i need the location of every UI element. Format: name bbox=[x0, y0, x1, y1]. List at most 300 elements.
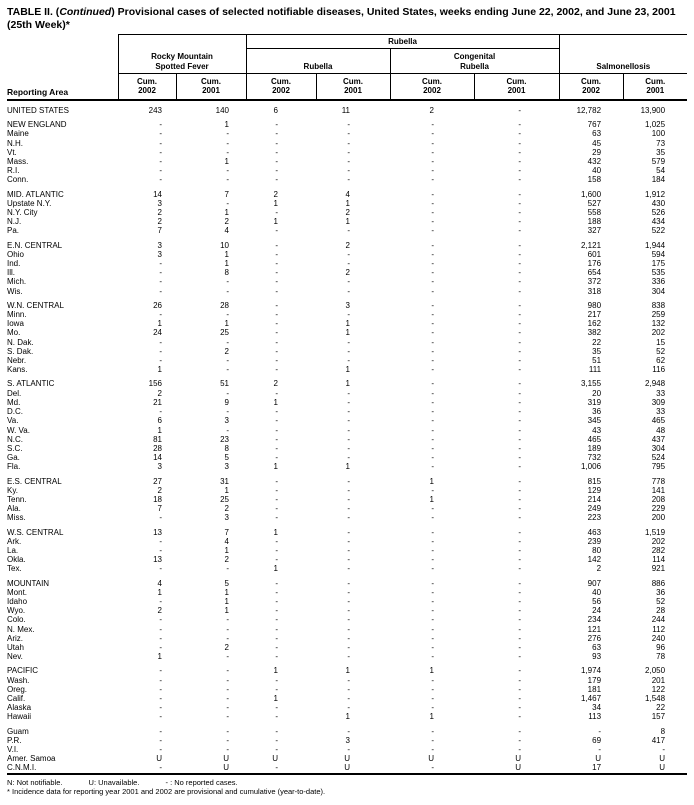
state-row bbox=[7, 250, 687, 259]
value-cell: - bbox=[431, 642, 434, 652]
value-cell: 318 bbox=[587, 286, 602, 296]
value-cell: - bbox=[226, 310, 229, 320]
value-cell: - bbox=[159, 624, 162, 634]
value-cell: - bbox=[275, 712, 278, 722]
value-cell: 1 bbox=[345, 666, 350, 676]
value-cell: - bbox=[518, 485, 522, 495]
value-cell: 1 bbox=[224, 249, 229, 259]
reporting-area-cell: MOUNTAIN bbox=[7, 578, 50, 588]
value-cell: U bbox=[344, 754, 350, 764]
value-cell: U bbox=[272, 754, 278, 764]
value-cell: - bbox=[518, 138, 522, 148]
value-cell: - bbox=[226, 624, 229, 634]
value-cell: - bbox=[518, 249, 522, 259]
value-cell: - bbox=[518, 745, 522, 754]
value-cell: - bbox=[226, 712, 229, 722]
value-cell: - bbox=[431, 596, 434, 606]
value-cell: 1,006 bbox=[581, 462, 602, 472]
value-cell: - bbox=[226, 166, 229, 176]
value-cell: - bbox=[275, 453, 278, 463]
reporting-area-cell: W.N. CENTRAL bbox=[7, 300, 64, 310]
value-cell: 1 bbox=[273, 693, 278, 703]
value-cell: - bbox=[275, 328, 278, 338]
value-cell: 7 bbox=[157, 504, 162, 514]
state-row bbox=[7, 416, 687, 425]
reporting-area-cell: NEW ENGLAND bbox=[7, 120, 67, 130]
value-cell: - bbox=[347, 434, 350, 444]
value-cell: - bbox=[431, 434, 434, 444]
value-cell: 558 bbox=[587, 208, 602, 218]
value-cell: - bbox=[518, 453, 522, 463]
value-cell: 34 bbox=[592, 703, 602, 713]
value-cell: - bbox=[518, 379, 522, 389]
footnotes bbox=[7, 778, 687, 797]
reporting-area-header: Reporting Area bbox=[7, 35, 118, 101]
value-cell: - bbox=[431, 175, 434, 185]
reporting-area-cell: W.S. CENTRAL bbox=[7, 527, 64, 537]
value-cell: - bbox=[275, 615, 278, 625]
value-cell: - bbox=[598, 726, 602, 736]
value-cell: 51 bbox=[220, 379, 229, 389]
state-row bbox=[7, 356, 687, 365]
value-cell: - bbox=[598, 745, 602, 754]
value-cell: 434 bbox=[651, 217, 666, 227]
value-cell: 2 bbox=[224, 346, 229, 356]
value-cell: - bbox=[275, 578, 278, 588]
value-cell: 223 bbox=[587, 513, 602, 523]
value-cell: - bbox=[431, 365, 434, 375]
value-cell: - bbox=[518, 106, 522, 115]
reporting-area-cell: Va. bbox=[7, 416, 19, 426]
state-row bbox=[7, 676, 687, 685]
value-cell: 1,974 bbox=[581, 666, 602, 676]
value-cell: 63 bbox=[592, 129, 602, 139]
reporting-area-cell: UNITED STATES bbox=[7, 106, 69, 115]
value-cell: 778 bbox=[651, 476, 666, 486]
value-cell: 13,900 bbox=[640, 106, 666, 115]
value-cell: 158 bbox=[587, 175, 602, 185]
value-cell: U bbox=[515, 754, 522, 764]
value-cell: 535 bbox=[651, 268, 666, 278]
value-cell: 93 bbox=[592, 652, 602, 662]
value-cell: - bbox=[347, 564, 350, 574]
value-cell: - bbox=[275, 703, 278, 713]
region-row bbox=[7, 374, 687, 388]
reporting-area-cell: N.C. bbox=[7, 434, 23, 444]
value-cell: 1 bbox=[273, 564, 278, 574]
value-cell: - bbox=[347, 476, 350, 486]
value-cell: - bbox=[518, 397, 522, 407]
state-row bbox=[7, 157, 687, 166]
reporting-area-cell: V.I. bbox=[7, 745, 19, 754]
value-cell: - bbox=[431, 416, 434, 426]
value-cell: - bbox=[347, 513, 350, 523]
reporting-area-cell: S. Dak. bbox=[7, 346, 34, 356]
value-cell: 200 bbox=[651, 513, 666, 523]
region-row bbox=[7, 523, 687, 537]
value-cell: 234 bbox=[587, 615, 602, 625]
value-cell: 594 bbox=[651, 249, 666, 259]
value-cell: - bbox=[226, 365, 229, 375]
value-cell: 4 bbox=[345, 189, 350, 199]
value-cell: - bbox=[347, 286, 350, 296]
value-cell: - bbox=[275, 536, 278, 546]
value-cell: - bbox=[275, 300, 278, 310]
value-cell: - bbox=[431, 624, 434, 634]
value-cell: 249 bbox=[587, 504, 602, 514]
value-cell: - bbox=[159, 310, 162, 320]
value-cell: 3 bbox=[224, 416, 229, 426]
state-row bbox=[7, 513, 687, 522]
value-cell: - bbox=[518, 226, 522, 236]
value-cell: U bbox=[515, 763, 522, 773]
value-cell: 12,782 bbox=[576, 106, 602, 115]
value-cell: U bbox=[156, 754, 162, 764]
value-cell: - bbox=[431, 745, 434, 754]
value-cell: - bbox=[431, 356, 434, 366]
reporting-area-cell: Mich. bbox=[7, 277, 27, 287]
state-row bbox=[7, 277, 687, 286]
value-cell: - bbox=[431, 615, 434, 625]
value-cell: - bbox=[431, 555, 434, 565]
value-cell: - bbox=[159, 726, 162, 736]
value-cell: - bbox=[347, 615, 350, 625]
value-cell: 121 bbox=[587, 624, 602, 634]
state-row bbox=[7, 389, 687, 398]
value-cell: 22 bbox=[592, 337, 602, 347]
value-cell: - bbox=[431, 527, 434, 537]
value-cell: - bbox=[275, 157, 278, 167]
value-cell: 188 bbox=[587, 217, 602, 227]
congenital-rubella-group-header bbox=[390, 49, 559, 74]
value-cell: - bbox=[159, 346, 162, 356]
value-cell: - bbox=[226, 337, 229, 347]
value-cell: - bbox=[431, 693, 434, 703]
value-cell: 907 bbox=[587, 578, 602, 588]
value-cell: - bbox=[275, 596, 278, 606]
value-cell: 1 bbox=[345, 328, 350, 338]
reporting-area-cell: Pa. bbox=[7, 226, 20, 236]
value-cell: - bbox=[347, 578, 350, 588]
reporting-area-cell: MID. ATLANTIC bbox=[7, 189, 64, 199]
value-cell: - bbox=[431, 726, 434, 736]
value-cell: - bbox=[431, 675, 434, 685]
value-cell: - bbox=[518, 310, 522, 320]
state-row bbox=[7, 625, 687, 634]
value-cell: 26 bbox=[153, 300, 162, 310]
value-cell: 8 bbox=[224, 443, 229, 453]
value-cell: - bbox=[159, 129, 162, 139]
value-cell: - bbox=[431, 504, 434, 514]
value-cell: 51 bbox=[592, 356, 602, 366]
state-row bbox=[7, 555, 687, 564]
reporting-area-cell: Ky. bbox=[7, 485, 18, 495]
value-cell: 48 bbox=[656, 425, 666, 435]
value-cell: - bbox=[275, 240, 278, 250]
value-cell: 78 bbox=[656, 652, 666, 662]
value-cell: - bbox=[159, 268, 162, 278]
value-cell: - bbox=[518, 735, 522, 745]
congenital-rubella-line2: Rubella bbox=[460, 61, 489, 71]
state-row bbox=[7, 606, 687, 615]
value-cell: 465 bbox=[651, 416, 666, 426]
reporting-area-cell: Upstate N.Y. bbox=[7, 198, 52, 208]
value-cell: 21 bbox=[153, 397, 162, 407]
value-cell: - bbox=[518, 240, 522, 250]
value-cell: 73 bbox=[656, 138, 666, 148]
value-cell: 2,050 bbox=[645, 666, 666, 676]
value-cell: 35 bbox=[592, 346, 602, 356]
state-row bbox=[7, 148, 687, 157]
value-cell: - bbox=[431, 578, 434, 588]
reporting-area-cell: Vt. bbox=[7, 147, 17, 157]
reporting-area-cell: Utah bbox=[7, 642, 24, 652]
reporting-area-cell: N. Mex. bbox=[7, 624, 35, 634]
value-cell: - bbox=[275, 226, 278, 236]
value-cell: 2 bbox=[224, 555, 229, 565]
reporting-area-cell: Nev. bbox=[7, 652, 23, 662]
value-cell: - bbox=[518, 259, 522, 269]
value-cell: 3 bbox=[157, 240, 162, 250]
value-cell: - bbox=[226, 277, 229, 287]
value-cell: 1 bbox=[224, 319, 229, 329]
reporting-area-cell: Wyo. bbox=[7, 606, 26, 616]
value-cell: - bbox=[159, 277, 162, 287]
total-row bbox=[7, 100, 687, 115]
value-cell: 1,025 bbox=[645, 120, 666, 130]
reporting-area-cell: Wash. bbox=[7, 675, 30, 685]
value-cell: - bbox=[431, 337, 434, 347]
value-cell: - bbox=[275, 259, 278, 269]
value-cell: 2 bbox=[157, 217, 162, 227]
value-cell: 319 bbox=[587, 397, 602, 407]
value-cell: 140 bbox=[215, 106, 229, 115]
value-cell: - bbox=[518, 513, 522, 523]
value-cell: - bbox=[226, 564, 229, 574]
footnote-not-notifiable: N: Not notifiable. bbox=[7, 777, 63, 787]
value-cell: - bbox=[275, 319, 278, 329]
value-cell: - bbox=[518, 684, 522, 694]
value-cell: - bbox=[431, 268, 434, 278]
value-cell: - bbox=[159, 675, 162, 685]
value-cell: - bbox=[431, 462, 434, 472]
value-cell: - bbox=[226, 129, 229, 139]
value-cell: - bbox=[518, 693, 522, 703]
value-cell: - bbox=[431, 208, 434, 218]
reporting-area-cell: Hawaii bbox=[7, 712, 32, 722]
value-cell: 3,155 bbox=[581, 379, 602, 389]
state-row bbox=[7, 712, 687, 721]
value-cell: 980 bbox=[587, 300, 602, 310]
value-cell: 304 bbox=[651, 286, 666, 296]
value-cell: 1 bbox=[273, 198, 278, 208]
value-cell: - bbox=[347, 249, 350, 259]
reporting-area-cell: Colo. bbox=[7, 615, 26, 625]
state-row bbox=[7, 268, 687, 277]
state-row bbox=[7, 504, 687, 513]
value-cell: - bbox=[347, 555, 350, 565]
value-cell: - bbox=[431, 703, 434, 713]
value-cell: 1 bbox=[224, 606, 229, 616]
value-cell: 1 bbox=[157, 319, 162, 329]
value-cell: - bbox=[159, 684, 162, 694]
value-cell: - bbox=[159, 745, 162, 754]
value-cell: 2 bbox=[157, 606, 162, 616]
value-cell: 2 bbox=[596, 564, 602, 574]
value-cell: - bbox=[431, 328, 434, 338]
reporting-area-cell: Fla. bbox=[7, 462, 21, 472]
value-cell: - bbox=[275, 120, 278, 130]
value-cell: 112 bbox=[652, 624, 666, 634]
value-cell: 116 bbox=[652, 365, 666, 375]
state-row bbox=[7, 597, 687, 606]
value-cell: - bbox=[159, 286, 162, 296]
value-cell: - bbox=[275, 675, 278, 685]
value-cell: - bbox=[431, 189, 434, 199]
value-cell: - bbox=[275, 587, 278, 597]
value-cell: - bbox=[431, 138, 434, 148]
value-cell: - bbox=[431, 240, 434, 250]
value-cell: - bbox=[431, 319, 434, 329]
value-cell: 1 bbox=[273, 666, 278, 676]
value-cell: - bbox=[275, 763, 278, 773]
reporting-area-cell: Maine bbox=[7, 129, 29, 139]
reporting-area-cell: Miss. bbox=[7, 513, 26, 523]
value-cell: - bbox=[518, 416, 522, 426]
value-cell: - bbox=[518, 666, 522, 676]
value-cell: 1 bbox=[157, 425, 162, 435]
value-cell: 1 bbox=[345, 365, 350, 375]
value-cell: - bbox=[159, 564, 162, 574]
value-cell: 9 bbox=[224, 397, 229, 407]
table-title bbox=[7, 6, 687, 31]
value-cell: - bbox=[275, 485, 278, 495]
reporting-area-cell: S. ATLANTIC bbox=[7, 379, 55, 389]
value-cell: 1 bbox=[429, 476, 434, 486]
value-cell: - bbox=[518, 346, 522, 356]
state-row bbox=[7, 398, 687, 407]
state-row bbox=[7, 537, 687, 546]
value-cell: 56 bbox=[592, 596, 602, 606]
reporting-area-cell: Wis. bbox=[7, 286, 23, 296]
reporting-area-cell: E.S. CENTRAL bbox=[7, 476, 62, 486]
value-cell: - bbox=[159, 536, 162, 546]
value-cell: - bbox=[347, 684, 350, 694]
reporting-area-cell: E.N. CENTRAL bbox=[7, 240, 63, 250]
value-cell: - bbox=[275, 545, 278, 555]
value-cell: 309 bbox=[651, 397, 666, 407]
value-cell: 579 bbox=[651, 157, 666, 167]
value-cell: 4 bbox=[157, 578, 162, 588]
value-cell: 40 bbox=[592, 166, 602, 176]
reporting-area-cell: La. bbox=[7, 545, 19, 555]
value-cell: - bbox=[159, 157, 162, 167]
table-title-suffix: ) Provisional cases of selected notifiable diseases, United States, weeks ending June 22, 2002, and June 23, 2001 bbox=[111, 6, 676, 18]
value-cell: - bbox=[347, 356, 350, 366]
value-cell: - bbox=[347, 120, 350, 130]
value-cell: 239 bbox=[587, 536, 602, 546]
rubella-group-header: Rubella bbox=[246, 49, 390, 74]
value-cell: 45 bbox=[592, 138, 602, 148]
value-cell: - bbox=[226, 666, 229, 676]
value-cell: 208 bbox=[651, 494, 666, 504]
value-cell: - bbox=[226, 388, 229, 398]
value-cell: 8 bbox=[224, 268, 229, 278]
value-cell: 795 bbox=[651, 462, 666, 472]
value-cell: 2 bbox=[429, 106, 434, 115]
value-cell: 432 bbox=[587, 157, 602, 167]
value-cell: 1 bbox=[157, 652, 162, 662]
value-cell: - bbox=[431, 606, 434, 616]
territory-row bbox=[7, 745, 687, 754]
value-cell: 229 bbox=[651, 504, 666, 514]
region-row bbox=[7, 236, 687, 250]
value-cell: 179 bbox=[587, 675, 602, 685]
value-cell: - bbox=[159, 337, 162, 347]
rmsf-group-line1: Rocky Mountain bbox=[151, 52, 213, 61]
value-cell: - bbox=[347, 416, 350, 426]
value-cell: - bbox=[275, 407, 278, 417]
value-cell: - bbox=[159, 735, 162, 745]
reporting-area-cell: Oreg. bbox=[7, 684, 28, 694]
value-cell: - bbox=[226, 175, 229, 185]
value-cell: - bbox=[431, 633, 434, 643]
reporting-area-cell: D.C. bbox=[7, 407, 23, 417]
value-cell: - bbox=[159, 138, 162, 148]
value-cell: - bbox=[275, 175, 278, 185]
footnote-incidence-note: * Incidence data for reporting year 2001 and 2002 are provisional and cumulative (year-to-date). bbox=[7, 787, 326, 797]
state-row bbox=[7, 139, 687, 148]
value-cell: - bbox=[159, 175, 162, 185]
reporting-area-cell: Iowa bbox=[7, 319, 24, 329]
value-cell: 1,467 bbox=[581, 693, 602, 703]
value-cell: - bbox=[275, 443, 278, 453]
value-cell: 3 bbox=[157, 198, 162, 208]
value-cell: - bbox=[431, 407, 434, 417]
value-cell: U bbox=[428, 754, 434, 764]
value-cell: 526 bbox=[651, 208, 666, 218]
value-cell: - bbox=[431, 652, 434, 662]
state-row bbox=[7, 217, 687, 226]
value-cell: - bbox=[518, 624, 522, 634]
table-title-week: (25th Week)* bbox=[7, 18, 70, 31]
value-cell: - bbox=[275, 268, 278, 278]
value-cell: 767 bbox=[587, 120, 602, 130]
value-cell: - bbox=[518, 642, 522, 652]
value-cell: - bbox=[347, 606, 350, 616]
table-title-continued: Continued bbox=[59, 6, 112, 18]
value-cell: 10 bbox=[220, 240, 229, 250]
value-cell: - bbox=[431, 453, 434, 463]
value-cell: 2 bbox=[273, 189, 278, 199]
reporting-area-cell: Ala. bbox=[7, 504, 21, 514]
reporting-area-cell: Ind. bbox=[7, 259, 21, 269]
reporting-area-cell: Ohio bbox=[7, 249, 24, 259]
reporting-area-cell: Calif. bbox=[7, 693, 26, 703]
rubella-supergroup-header: Rubella bbox=[246, 35, 559, 49]
value-cell: 465 bbox=[587, 434, 602, 444]
footnote-legend bbox=[7, 778, 687, 788]
value-cell: - bbox=[275, 425, 278, 435]
value-cell: 240 bbox=[651, 633, 666, 643]
value-cell: 13 bbox=[153, 527, 162, 537]
value-cell: 2 bbox=[157, 388, 162, 398]
value-cell: - bbox=[347, 545, 350, 555]
value-cell: - bbox=[347, 675, 350, 685]
value-cell: - bbox=[275, 684, 278, 694]
value-cell: 327 bbox=[587, 226, 602, 236]
value-cell: 1 bbox=[224, 587, 229, 597]
